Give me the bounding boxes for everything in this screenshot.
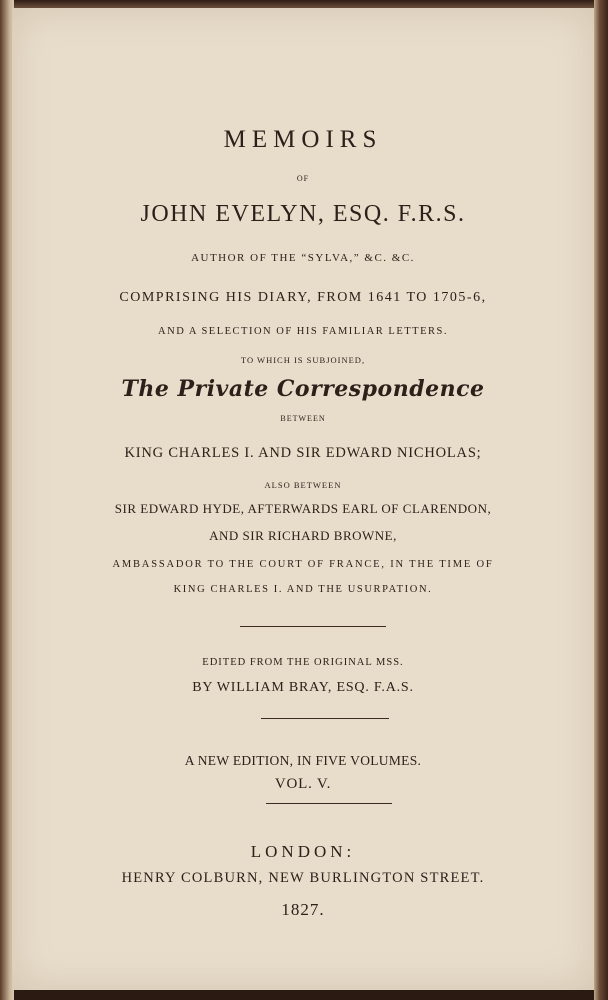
ambassador-line: AMBASSADOR TO THE COURT OF FRANCE, IN THE TIME OF bbox=[112, 559, 494, 570]
of-line: OF bbox=[296, 174, 310, 183]
book-binding-right bbox=[594, 0, 608, 1000]
private-correspondence-heading: The Private Correspondence bbox=[121, 376, 485, 402]
divider-rule-2 bbox=[261, 718, 389, 719]
author-of-line: AUTHOR OF THE “SYLVA,” &C. &C. bbox=[191, 252, 415, 264]
subjoined-line: TO WHICH IS SUBJOINED, bbox=[240, 355, 366, 365]
browne-line: AND SIR RICHARD BROWNE, bbox=[209, 528, 397, 543]
also-between-line: ALSO BETWEEN bbox=[264, 480, 342, 490]
editor-line: BY WILLIAM BRAY, ESQ. F.A.S. bbox=[192, 680, 414, 695]
book-title: MEMOIRS bbox=[223, 126, 383, 153]
edited-line: EDITED FROM THE ORIGINAL MSS. bbox=[202, 657, 404, 668]
year-line: 1827. bbox=[281, 900, 325, 919]
comprising-line: COMPRISING HIS DIARY, FROM 1641 TO 1705-6, bbox=[119, 290, 487, 305]
kings-line: KING CHARLES I. AND SIR EDWARD NICHOLAS; bbox=[124, 445, 482, 461]
between-line: BETWEEN bbox=[280, 414, 326, 423]
divider-rule-3 bbox=[266, 803, 392, 804]
hyde-line: SIR EDWARD HYDE, AFTERWARDS EARL OF CLARENDON, bbox=[114, 501, 492, 516]
edition-line: A NEW EDITION, IN FIVE VOLUMES. bbox=[184, 753, 422, 768]
volume-line: VOL. V. bbox=[274, 776, 332, 792]
divider-rule-1 bbox=[240, 626, 386, 627]
selection-line: AND A SELECTION OF HIS FAMILIAR LETTERS. bbox=[158, 326, 448, 337]
author-name: JOHN EVELYN, ESQ. F.R.S. bbox=[140, 201, 466, 227]
publisher-line: HENRY COLBURN, NEW BURLINGTON STREET. bbox=[121, 870, 485, 886]
usurpation-line: KING CHARLES I. AND THE USURPATION. bbox=[173, 584, 433, 595]
city-line: LONDON: bbox=[250, 842, 356, 861]
title-page bbox=[12, 8, 594, 990]
